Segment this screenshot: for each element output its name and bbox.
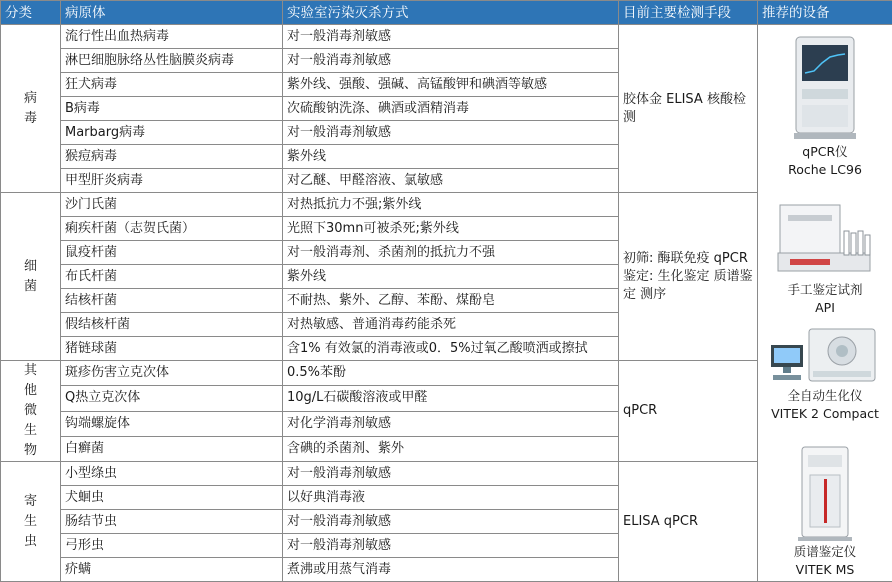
disinfection-cell: 紫外线 [283,145,619,169]
equipment-column [758,25,892,577]
disinfection-cell: 含碘的杀菌剂、紫外 [283,436,619,461]
equipment-item [758,445,892,579]
category-cell [1,193,61,361]
equipment-name: 全自动生化仪 [758,387,892,405]
category-cell [1,462,61,582]
pathogen-cell: 狂犬病毒 [61,73,283,97]
pathogen-cell: 弓形虫 [61,534,283,558]
disinfection-cell: 对一般消毒剂敏感 [283,534,619,558]
table-row [1,25,892,49]
equipment-cell [758,25,892,582]
pathogen-cell: Marbarg病毒 [61,121,283,145]
disinfection-cell: 对化学消毒剂敏感 [283,411,619,436]
category-label: 其他微生物 [23,361,39,461]
pathogen-cell: 鼠疫杆菌 [61,241,283,265]
biochemical-analyzer-icon [758,323,892,387]
header-pathogen: 病原体 [61,1,283,25]
disinfection-cell: 光照下30mn可被杀死;紫外线 [283,217,619,241]
disinfection-cell: 以好典消毒液 [283,486,619,510]
disinfection-cell: 对一般消毒剂、杀菌剂的抵抗力不强 [283,241,619,265]
disinfection-cell: 对乙醚、甲醛溶液、氯敏感 [283,169,619,193]
test-kit-icon [758,201,892,281]
pathogen-cell: 斑疹伤害立克次体 [61,361,283,386]
disinfection-cell: 对一般消毒剂敏感 [283,121,619,145]
header-category: 分类 [1,1,61,25]
pathogen-cell: 流行性出血热病毒 [61,25,283,49]
equipment-model: VITEK MS [758,561,892,579]
detection-cell: 胶体金 ELISA 核酸检测 [619,25,758,193]
mass-spectrometer-icon [758,445,892,543]
disinfection-cell: 含1% 有效氯的消毒液或0．5%过氧乙酸喷洒或擦拭 [283,337,619,361]
equipment-name: 手工鉴定试剂 [758,281,892,299]
disinfection-cell: 次硫酸钠洗涤、碘酒或酒精消毒 [283,97,619,121]
header-equipment: 推荐的设备 [758,1,892,25]
pathogen-cell: 结核杆菌 [61,289,283,313]
pathogen-cell: 犬蛔虫 [61,486,283,510]
disinfection-cell: 对一般消毒剂敏感 [283,49,619,73]
disinfection-cell: 对热抵抗力不强;紫外线 [283,193,619,217]
equipment-item [758,323,892,423]
disinfection-cell: 不耐热、紫外、乙醇、苯酚、煤酚皂 [283,289,619,313]
disinfection-cell: 煮沸或用蒸气消毒 [283,558,619,582]
pathogen-cell: 假结核杆菌 [61,313,283,337]
disinfection-cell: 对热敏感、普通消毒药能杀死 [283,313,619,337]
pathogen-cell: Q热立克次体 [61,386,283,411]
equipment-name: 质谱鉴定仪 [758,543,892,561]
disinfection-cell: 对一般消毒剂敏感 [283,510,619,534]
equipment-model: Roche LC96 [758,161,892,179]
category-cell [1,361,61,462]
detection-cell: 初筛: 酶联免疫 qPCR 鉴定: 生化鉴定 质谱鉴定 测序 [619,193,758,361]
category-cell [1,25,61,193]
header-disinfection: 实验室污染灭杀方式 [283,1,619,25]
header-row [1,1,892,25]
pathogen-cell: 肠结节虫 [61,510,283,534]
pathogen-cell: B病毒 [61,97,283,121]
disinfection-cell: 0.5%苯酚 [283,361,619,386]
pathogen-cell: 猴痘病毒 [61,145,283,169]
detection-cell: ELISA qPCR [619,462,758,582]
equipment-item [758,201,892,317]
pathogen-cell: 疥螨 [61,558,283,582]
equipment-name: qPCR仪 [758,143,892,161]
pathogen-cell: 甲型肝炎病毒 [61,169,283,193]
pathogen-cell: 痢疾杆菌（志贺氏菌） [61,217,283,241]
equipment-item [758,33,892,179]
equipment-model: VITEK 2 Compact [758,405,892,423]
category-label: 寄生虫 [23,492,39,552]
disinfection-cell: 对一般消毒剂敏感 [283,25,619,49]
category-label: 病毒 [23,89,39,129]
pathogen-cell: 白癣菌 [61,436,283,461]
pathogen-cell: 布氏杆菌 [61,265,283,289]
category-label: 细菌 [23,257,39,297]
detection-cell: qPCR [619,361,758,462]
pathogen-cell: 钩端螺旋体 [61,411,283,436]
header-detection: 目前主要检测手段 [619,1,758,25]
pathogen-cell: 小型绦虫 [61,462,283,486]
disinfection-cell: 10g/L石碳酸溶液或甲醛 [283,386,619,411]
pathogen-cell: 猪链球菌 [61,337,283,361]
pathogen-cell: 沙门氏菌 [61,193,283,217]
equipment-model: API [758,299,892,317]
pathogen-cell: 淋巴细胞脉络丛性脑膜炎病毒 [61,49,283,73]
qpcr-instrument-icon [758,33,892,143]
disinfection-cell: 对一般消毒剂敏感 [283,462,619,486]
disinfection-cell: 紫外线、强酸、强碱、高锰酸钾和碘酒等敏感 [283,73,619,97]
disinfection-cell: 紫外线 [283,265,619,289]
